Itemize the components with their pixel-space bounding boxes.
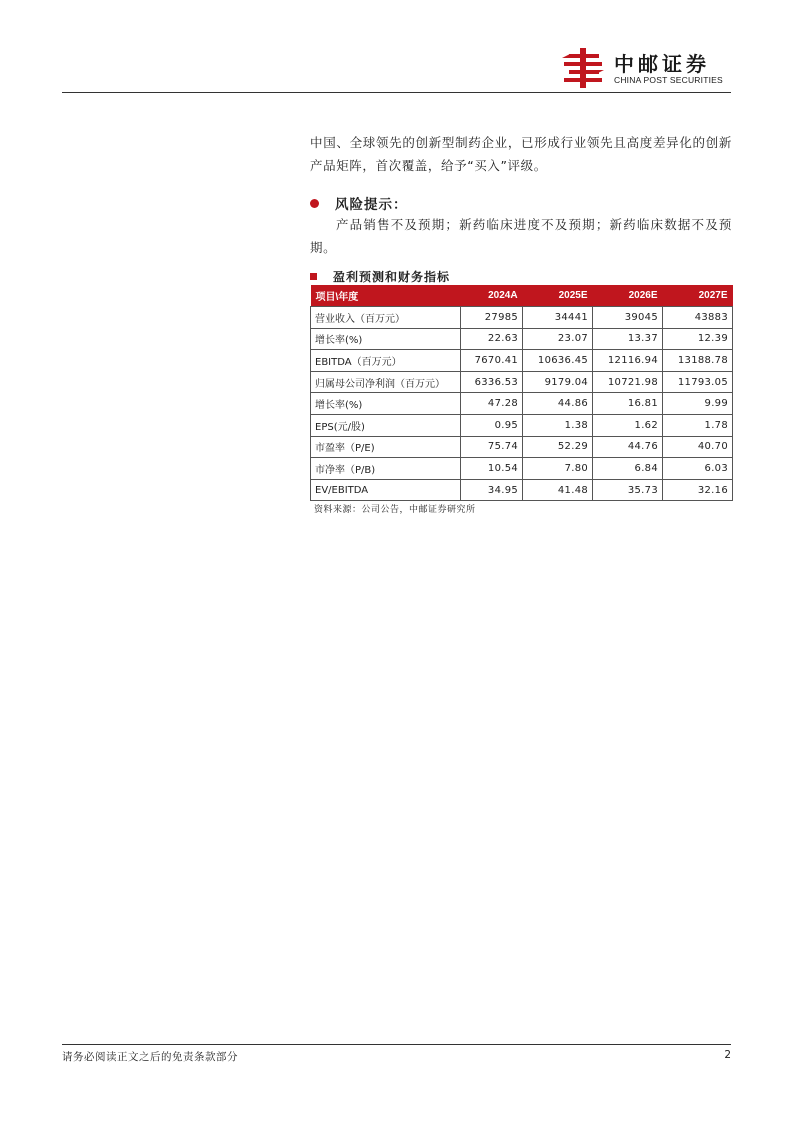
table-cell: 7.80 [523,458,593,480]
table-heading [310,268,450,285]
bullet-square-icon [310,273,317,280]
table-cell: 0.95 [461,414,523,436]
table-cell: 7670.41 [461,350,523,372]
table-cell: 11793.05 [663,371,733,393]
brand-logo [560,46,735,90]
table-cell: 10636.45 [523,350,593,372]
table-cell: 13188.78 [663,350,733,372]
row-label: 归属母公司净利润（百万元） [311,371,461,393]
table-cell: 39045 [593,307,663,329]
table-cell: 40.70 [663,436,733,458]
row-label: 营业收入（百万元） [311,307,461,329]
table-cell: 16.81 [593,393,663,415]
row-label: EPS(元/股) [311,414,461,436]
table-cell: 10.54 [461,458,523,480]
table-cell: 12.39 [663,328,733,350]
table-cell: 41.48 [523,479,593,501]
table-cell: 1.62 [593,414,663,436]
risk-heading [310,193,408,213]
table-row [311,371,733,393]
table-row [311,458,733,480]
page-number: 2 [724,1049,731,1061]
brand-name-cn: 中邮证券 [614,52,710,76]
table-title: 盈利预测和财务指标 [333,270,451,284]
intro-paragraph: 中国、全球领先的创新型制药企业，已形成行业领先且高度差异化的创新产品矩阵，首次覆盖，给予“买入”评级。 [310,135,732,173]
table-cell: 34441 [523,307,593,329]
row-label: 市盈率（P/E) [311,436,461,458]
table-cell: 75.74 [461,436,523,458]
table-cell: 1.38 [523,414,593,436]
financial-forecast-table [310,285,733,501]
table-cell: 6.03 [663,458,733,480]
table-header-cell: 项目\年度 [311,285,461,307]
table-cell: 12116.94 [593,350,663,372]
row-label: 增长率(%) [311,393,461,415]
table-cell: 9.99 [663,393,733,415]
table-cell: 1.78 [663,414,733,436]
table-source-note: 资料来源：公司公告，中邮证券研究所 [314,505,476,515]
bullet-dot-icon [310,199,319,208]
table-cell: 27985 [461,307,523,329]
table-cell: 6336.53 [461,371,523,393]
risk-paragraph: 产品销售不及预期；新药临床进度不及预期；新药临床数据不及预期。 [310,217,732,255]
risk-title: 风险提示： [335,197,408,213]
table-header-cell: 2026E [593,285,663,307]
table-cell: 6.84 [593,458,663,480]
table-header-cell: 2024A [461,285,523,307]
table-header-cell: 2025E [523,285,593,307]
row-label: 市净率（P/B) [311,458,461,480]
table-cell: 35.73 [593,479,663,501]
china-post-logo-icon [560,46,606,90]
header-divider [62,92,731,93]
table-row [311,414,733,436]
table-cell: 23.07 [523,328,593,350]
footer-divider [62,1044,731,1045]
table-cell: 52.29 [523,436,593,458]
brand-name-en: CHINA POST SECURITIES [614,75,723,85]
table-row [311,479,733,501]
table-cell: 32.16 [663,479,733,501]
row-label: EV/EBITDA [311,479,461,501]
table-row [311,350,733,372]
table-cell: 44.76 [593,436,663,458]
table-cell: 13.37 [593,328,663,350]
table-row [311,307,733,329]
row-label: EBITDA（百万元） [311,350,461,372]
table-cell: 44.86 [523,393,593,415]
table-row [311,393,733,415]
table-header-cell: 2027E [663,285,733,307]
table-header-row [311,285,733,307]
table-cell: 10721.98 [593,371,663,393]
table-cell: 22.63 [461,328,523,350]
table-cell: 9179.04 [523,371,593,393]
footer-disclaimer: 请务必阅读正文之后的免责条款部分 [62,1051,238,1063]
table-row [311,436,733,458]
table-cell: 47.28 [461,393,523,415]
table-row [311,328,733,350]
table-cell: 43883 [663,307,733,329]
row-label: 增长率(%) [311,328,461,350]
table-cell: 34.95 [461,479,523,501]
